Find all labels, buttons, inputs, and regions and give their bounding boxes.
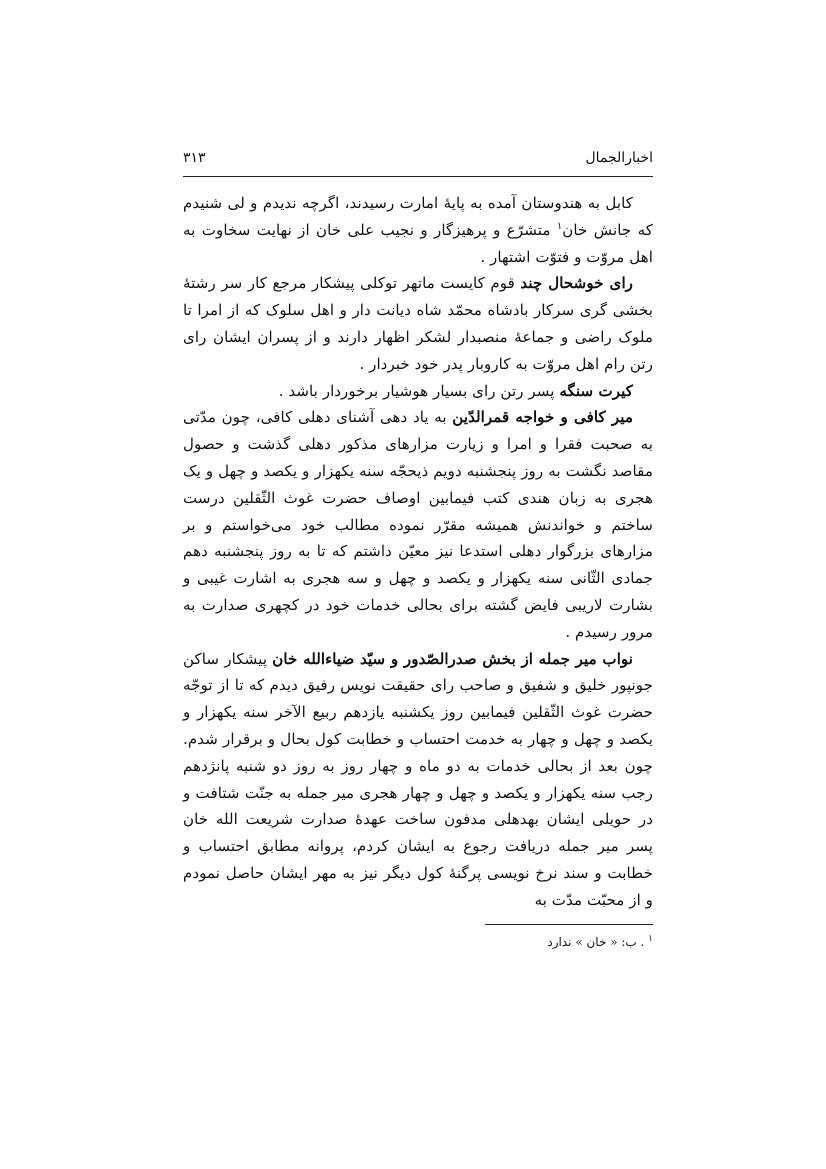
paragraph-p3 (183, 378, 653, 405)
paragraph-text: کابل به هندوستان آمده به پایهٔ امارت رسیدند، اگرچه ندیدم و لی شنیدم که جانش خان (183, 194, 653, 239)
body-text (183, 190, 653, 914)
entry-heading: میر کافی و خواجه قمرالدّین (452, 408, 633, 427)
paragraph-text: متشرّع و پرهیزگار و نجیب علی خان از نهایت سخاوت به اهل مروّت و فتوّت اشتهار . (183, 220, 653, 266)
page-header (183, 150, 653, 174)
paragraph-p5 (183, 646, 653, 914)
footnote-reference: ۱ (556, 220, 563, 232)
footnote-divider (485, 924, 653, 925)
entry-heading: رای خوشحال چند (520, 274, 633, 293)
footnote-text: . ب: « خان » ندارد (547, 935, 645, 949)
paragraph-p2 (183, 270, 653, 377)
running-title: اخبارالجمال (585, 150, 653, 166)
paragraph-text: پسر رتن رای بسیار هوشیار برخوردار باشد . (278, 381, 560, 400)
page-number: ۳۱۳ (183, 150, 206, 166)
entry-heading: نواب میر جمله از بخش صدرالصّدور و سیّد ضیاءالله خان (272, 649, 633, 668)
paragraph-text: پیشکار ساکن جونپور خلیق و شفیق و صاحب رای حقیقت نویس رفیق دیدم که تا از توجّه حضرت غوث الثّقلین فیمابین روز یکشنبه یازدهم ربیع الآخر سنه یکهزار و یکصد و چهل و چهار به خدمت احتساب و خطابت کول بحال و برقرار شدم. چون بعد از بحالی خدمات به دو ماه و چهار روز به روز دو شنبه پانژدهم رجب سنه یکهزار و یکصد و چهل و چهار هجری میر جمله به جنّت شتافت و در حویلی ایشان بهدهلی مدفون ساخت عهدهٔ صدارت شریعت الله خان پسر میر جمله دریافت رجوع به ایشان کردم، پروانه مطابق احتساب و خطابت و سند نرخ نویسی پرگنهٔ کول دیگر نیز به مهر ایشان حاصل نمودم و از محبّت مدّت به (183, 649, 653, 909)
footnote (400, 934, 653, 949)
paragraph-p4 (183, 404, 653, 645)
paragraph-p1 (183, 190, 653, 270)
paragraph-text: به یاد دهی آشنای دهلی کافی، چون مدّتی به صحبت فقرا و امرا و زیارت مزارهای مذکور دهلی گذشت و حصول مقاصد نگشت به روز پنجشنبه دویم ذیحجّه سنه یکهزار و یکصد و چهل و یک هجری به زبان هندی کتب فیمابین اوصاف حضرت غوث الثّقلین درست ساختم و خواندنش همیشه مقرّر نموده مطالب خود می‌خواستم و بر مزارهای بزرگوار دهلی استدعا نیز معیّن داشتم که تا به روز پنجشنبه دهم جمادی الثّانی سنه یکهزار و یکصد و چهل و سه هجری به اشارت غیبی و بشارت لاریبی فایض گشته برای بحالی خدمات خود در کچهری صدارت به مرور رسیدم . (183, 408, 653, 641)
entry-heading: کیرت سنگه (559, 381, 633, 400)
paragraph-text: قوم کایست ماتهر توکلی پیشکار مرجع کار سر رشتهٔ بخشی گری سرکار بادشاه محمّد شاه دیانت دار و اهل سلوک که از امرا تا ملوک راضی و جماعهٔ منصبدار لشکر اظهار دارند و از پسران ایشان رای رتن رام اهل مروّت به کاروبار پدر خود خبردار . (183, 274, 653, 373)
header-divider (183, 176, 653, 177)
footnote-marker: ۱ (648, 934, 653, 944)
